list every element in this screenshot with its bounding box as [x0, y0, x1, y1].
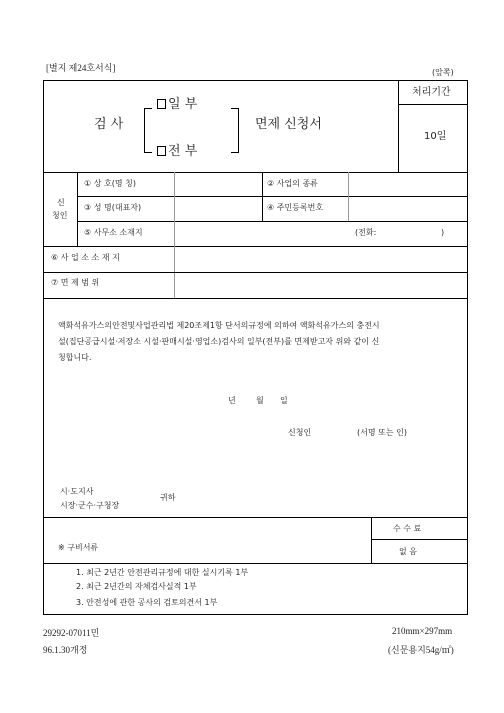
fee-label: 수 수 료 [393, 524, 422, 533]
title-right-bracket [231, 108, 239, 153]
representative-input[interactable] [175, 197, 261, 220]
applicant-label-2: 청인 [52, 211, 68, 220]
office-address-input[interactable] [175, 222, 466, 245]
body-line-3: 청합니다. [58, 353, 92, 362]
field-site-address-label: ⑥ 사 업 소 소 재 지 [51, 253, 120, 262]
document-item-2: 2. 최근 2년간의 자체검사실적 1부 [76, 582, 197, 591]
full-checkbox[interactable] [157, 146, 166, 156]
signature-label: 신청인 [288, 428, 312, 437]
partial-checkbox[interactable] [157, 99, 166, 109]
fee-value: 없 음 [399, 547, 417, 556]
exemption-range-input[interactable] [175, 273, 466, 297]
field-office-address-label: ⑤ 사무소 소재지 [84, 228, 143, 237]
document-item-1: 1. 최근 2년간 안전관리규정에 대한 실시기록 1부 [76, 568, 249, 577]
resident-number-input[interactable] [349, 197, 466, 220]
recipient-honorific: 귀하 [160, 493, 176, 502]
date-year: 년 [228, 396, 236, 405]
recipient-line-1: 시·도지사 [60, 487, 94, 496]
application-form [43, 80, 468, 615]
phone-label: (전화: [355, 228, 377, 237]
title-suffix: 면제 신청서 [255, 117, 322, 132]
field-representative-label: ③ 성 명(대표자) [84, 203, 142, 212]
documents-label: ※ 구비서류 [58, 543, 99, 552]
field-resident-number-label: ④ 주민등록번호 [267, 203, 324, 212]
footer-code: 29292-07011민 [43, 628, 100, 638]
option-full: 전 부 [157, 144, 197, 160]
applicant-label-1: 신 [57, 198, 65, 207]
footer-paper: (신문용지54g/㎡) [388, 645, 454, 655]
body-line-2: 설(집단공급시설·저장소 시설·판매시설·영업소)검사의 일부(전부)를 면제받고자 위와 같이 신 [58, 337, 380, 346]
title-prefix: 검 사 [94, 117, 124, 132]
footer-date: 96.1.30개정 [43, 645, 88, 655]
option-partial: 일 부 [157, 97, 197, 113]
title-left-bracket [144, 108, 152, 153]
field-business-name-label: ① 상 호(명 칭) [84, 179, 136, 188]
phone-close: ) [441, 228, 445, 237]
business-type-input[interactable] [349, 173, 466, 195]
processing-value: 10일 [424, 131, 447, 142]
date-month: 월 [256, 396, 264, 405]
footer-size: 210mm×297mm [392, 626, 453, 636]
processing-label: 처리기간 [412, 87, 451, 98]
recipient-line-2: 시장·군수·구청장 [60, 501, 120, 510]
business-name-input[interactable] [175, 173, 261, 195]
signature-hint: (서명 또는 인) [357, 428, 407, 437]
field-business-type-label: ② 사업의 종류 [267, 179, 318, 188]
form-number: [별지 제24호서식] [46, 63, 116, 73]
field-exemption-range-label: ⑦ 면 제 범 위 [51, 278, 100, 287]
date-day: 일 [280, 396, 288, 405]
document-item-3: 3. 안전성에 관한 공사의 검토의견서 1부 [76, 598, 218, 607]
body-line-1: 액화석유가스의안전및사업관리법 제20조제1항 단서의규정에 의하여 액화석유가스의 충전시 [58, 321, 380, 330]
page-side: (앞쪽) [432, 68, 454, 77]
site-address-input[interactable] [175, 247, 466, 271]
